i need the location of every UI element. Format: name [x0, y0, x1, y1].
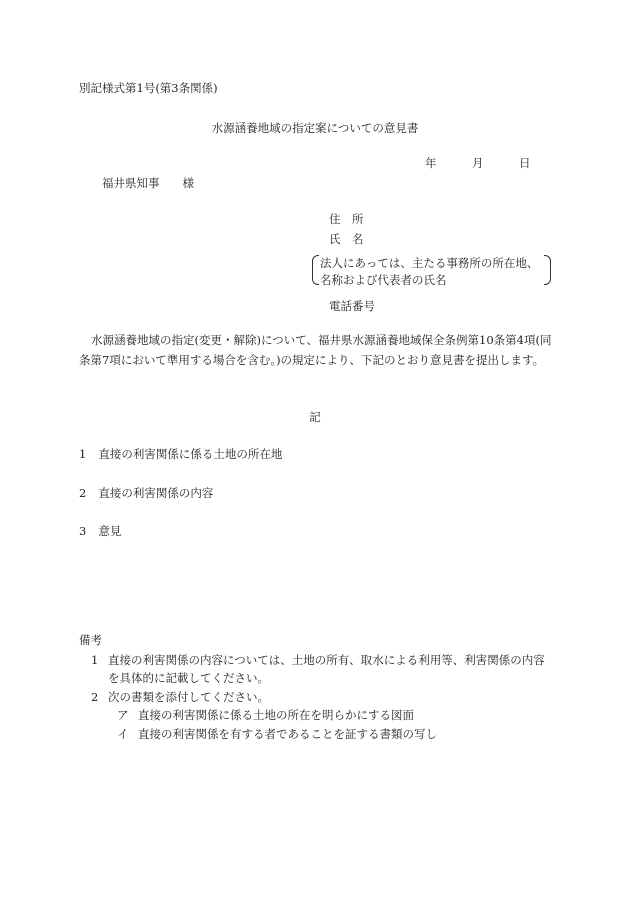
sub-item-a-text: 直接の利害関係に係る土地の所在を明らかにする図面 — [138, 708, 414, 722]
bracket-left — [312, 255, 319, 285]
remarks-heading: 備考 — [79, 633, 102, 647]
body-line-1: 水源涵養地域の指定(変更・解除)について、福井県水源涵養地域保全条例第10条第4項(同 — [91, 333, 552, 347]
item-text: 直接の利害関係に係る土地の所在地 — [98, 447, 283, 461]
note-1-line-1: 直接の利害関係の内容については、土地の所有、取水による利用等、利害関係の内容 — [108, 653, 545, 667]
list-item — [79, 524, 121, 540]
item-number: 2 — [79, 486, 87, 500]
item-text: 意見 — [98, 524, 122, 538]
date-day: 日 — [519, 156, 531, 170]
list-item — [79, 447, 282, 463]
phone-label: 電話番号 — [329, 299, 375, 313]
list-item — [79, 486, 213, 502]
item-text: 直接の利害関係の内容 — [98, 486, 214, 500]
ki-heading: 記 — [309, 410, 321, 424]
note-2-text: 次の書類を添付してください。 — [108, 690, 269, 704]
corporate-note-line1: 法人にあっては、主たる事務所の所在地、 — [320, 256, 539, 270]
form-label: 別記様式第1号(第3条関係) — [79, 81, 218, 95]
bracket-right — [544, 255, 551, 285]
item-number: 3 — [79, 524, 87, 538]
body-line-2: 条第7項において準用する場合を含む。)の規定により、下記のとおり意見書を提出します。 — [79, 353, 545, 367]
address-label: 住 所 — [329, 212, 364, 226]
item-number: 1 — [79, 447, 87, 461]
date-year: 年 — [425, 156, 437, 170]
sub-item-i-label: イ — [117, 727, 129, 741]
sub-item-i-text: 直接の利害関係を有する者であることを証する書類の写し — [138, 727, 437, 741]
document-title: 水源涵養地域の指定案についての意見書 — [211, 121, 419, 135]
date-month: 月 — [472, 156, 484, 170]
sub-item-a-label: ア — [117, 708, 129, 722]
note-1-number: 1 — [91, 653, 99, 667]
addressee: 福井県知事 様 — [102, 176, 194, 190]
name-label: 氏 名 — [329, 232, 364, 246]
note-1-line-2: を具体的に記載してください。 — [108, 671, 269, 685]
note-2-number: 2 — [91, 690, 99, 704]
corporate-note-line2: 名称および代表者の氏名 — [320, 273, 447, 287]
